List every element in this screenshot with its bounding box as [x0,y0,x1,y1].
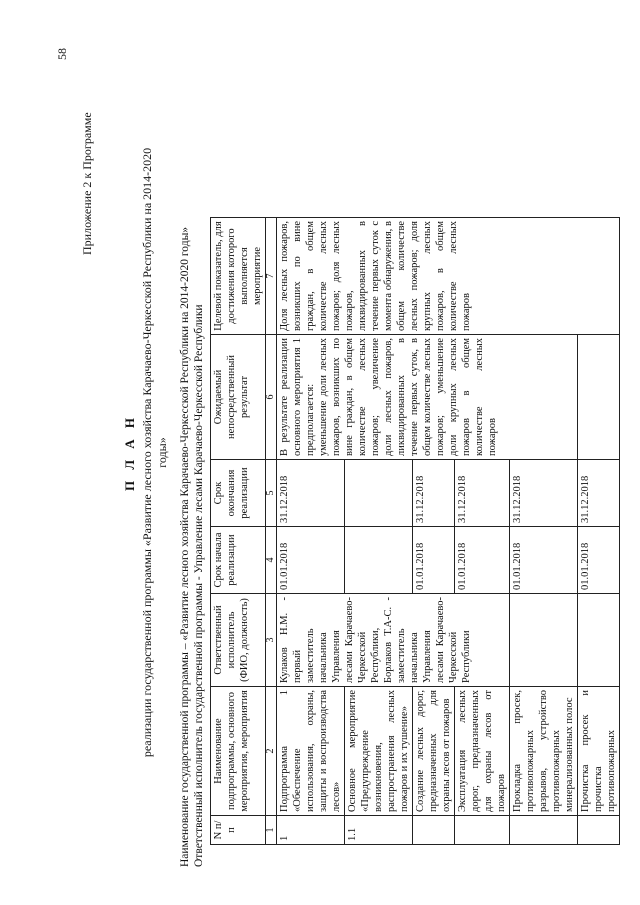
page-number: 58 [55,48,69,60]
end-date [345,460,413,527]
responsible-empty [510,594,578,687]
header-cell: Ответственный исполнитель (ФИО, должность) [211,594,266,687]
column-number: 4 [266,527,277,594]
document-subtitle: реализации государственной программы «Развитие лесного хозяйства Карачаево-Черкесской Республики на 2014-2020 годы» [140,147,169,758]
column-number: 5 [266,460,277,527]
end-date: 31.12.2018 [277,460,345,527]
table-header-row [211,115,266,845]
header-cell: Срок начала реализации [211,527,266,594]
start-date: 01.01.2018 [413,527,455,594]
start-date: 01.01.2018 [578,527,620,594]
column-number: 6 [266,335,277,460]
row-number [578,816,620,845]
end-date: 31.12.2018 [455,460,510,527]
expected-result-cell: В результате реализации основного мероприятия 1 предполагается: уменьшение доли лесных пожаров, возникших по вине граждан, в общем количестве лесных пожаров; увеличение доли лесных пожаров, ликвидированных в течение первых суток, в общем количестве лесных пожаров; уменьшение доли крупных лесных пожаров в общем количестве лесных пожаров [277,335,578,460]
activity-name: Прокладка просек, противопожарных разрывов, устройство противопожарных минерализованных полос [510,687,578,816]
target-indicator-cell: Доля лесных пожаров, возникших по вине граждан, в общем количестве лесных пожаров; доля лесных пожаров, ликвидированных в течение первых суток с момента обнаружения, в общем количестве лесных пожаров; доля крупных лесных пожаров, в общем количестве лесных пожаров [277,218,620,335]
header-cell: Срок окончания реализации [211,460,266,527]
header-cell: Ожидаемый непосредственный результат [211,335,266,460]
document-title: П Л А Н [122,413,137,492]
result-empty [578,335,620,460]
responsible-empty [578,594,620,687]
activity-name: Создание лесных дорог, предназначенных для охраны лесов от пожаров [413,687,455,816]
end-date: 31.12.2018 [578,460,620,527]
program-name-line: Наименование государственной программы – «Развитие лесного хозяйства Карачаево-Черкесской Республики на 2014-2020 годы» [179,226,191,867]
executor-line: Ответственный исполнитель государственной программы - Управление лесами Карачаево-Черкесской Республики [193,304,205,867]
column-number: 1 [266,816,277,845]
column-number: 2 [266,687,277,816]
header-cell: Наименование подпрограммы, основного мероприятия, мероприятия [211,687,266,816]
activity-name: Подпрограмма 1 «Обеспечение использования, охраны, защиты и воспроизводства лесов» [277,687,345,816]
start-date [345,527,413,594]
responsible-cell: Кулаков Н.М. - первый заместитель начальника Управления лесами Карачаево-Черкесской Республики, Борлаков Т.А-С. - заместитель начальника Управления лесами Карачаево-Черкесской Республики [277,594,510,687]
row-number: 1.1 [345,816,413,845]
column-number-row [266,115,277,845]
activity-name: Эксплуатация лесных дорог, предназначенных для охраны лесов от пожаров [455,687,510,816]
end-date: 31.12.2018 [413,460,455,527]
start-date: 01.01.2018 [277,527,345,594]
row-number [413,816,455,845]
column-number: 7 [266,218,277,335]
column-number: 3 [266,594,277,687]
appendix-label: Приложение 2 к Программе [80,112,94,255]
activity-name: Прочистка просек и прочистка противопожарных [578,687,620,816]
table-row [277,115,345,845]
start-date: 01.01.2018 [510,527,578,594]
row-number: 1 [277,816,345,845]
row-number [510,816,578,845]
activity-name: Основное мероприятие «Предупреждение возникновения, распространения лесных пожаров и их тушение» [345,687,413,816]
row-number [455,816,510,845]
start-date: 01.01.2018 [455,527,510,594]
header-cell: N п/п [211,816,266,845]
plan-table [210,115,620,845]
end-date: 31.12.2018 [510,460,578,527]
header-cell: Целевой показатель, для достижения которого выполняется мероприятие [211,218,266,335]
